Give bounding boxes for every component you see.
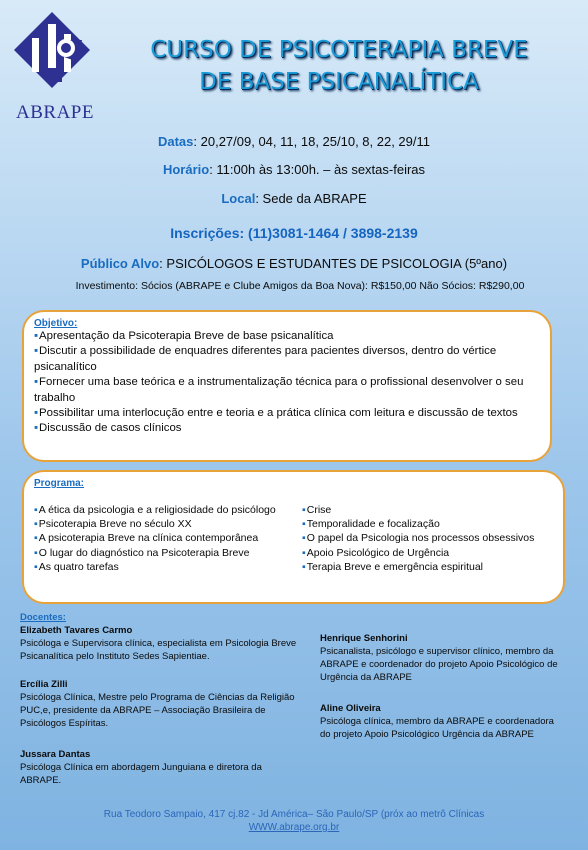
programa-box xyxy=(22,470,565,604)
programa-list-left xyxy=(34,503,282,574)
title-line-1: CURSO DE PSICOTERAPIA BREVE xyxy=(150,37,528,63)
list-item: ▪ Psicoterapia Breve no século XX xyxy=(34,517,282,531)
title-line-2: DE BASE PSICANALÍTICA xyxy=(199,69,479,95)
logo-text: ABRAPE xyxy=(16,102,94,123)
list-item: ▪ Apoio Psicológico de Urgência xyxy=(302,546,542,560)
horario-value: : 11:00h às 13:00h. – às sextas-feiras xyxy=(209,162,426,177)
list-item: ▪ Apresentação da Psicoterapia Breve de base psicanalítica xyxy=(34,329,542,344)
docente-entry xyxy=(20,748,300,787)
objetivo-list xyxy=(34,329,542,437)
docente-entry xyxy=(320,632,560,684)
programa-list-right xyxy=(302,503,542,574)
list-item: ▪ Fornecer uma base teórica e a instrumentalização técnica para o profissional desenvolver o seu trabalho xyxy=(34,375,542,406)
abrape-logo xyxy=(8,8,100,123)
local-value: : Sede da ABRAPE xyxy=(255,191,367,206)
investimento-line: Investimento: Sócios (ABRAPE e Clube Amigos da Boa Nova): R$150,00 Não Sócios: R$290,00 xyxy=(75,280,525,292)
horario-line xyxy=(0,162,588,177)
docente-name: Aline Oliveira xyxy=(320,703,381,714)
psi-logo-icon xyxy=(12,10,92,96)
docente-name: Elizabeth Tavares Carmo xyxy=(20,625,133,636)
footer-url-link[interactable]: WWW.abrape.org.br xyxy=(248,822,340,833)
list-item: ▪ Discussão de casos clínicos xyxy=(34,421,542,436)
docente-name: Henrique Senhorini xyxy=(320,633,408,644)
list-item: ▪ O lugar do diagnóstico na Psicoterapia Breve xyxy=(34,546,282,560)
list-item: ▪ Crise xyxy=(302,503,542,517)
programa-heading: Programa: xyxy=(34,478,85,489)
list-item: ▪ Terapia Breve e emergência espiritual xyxy=(302,560,542,574)
list-item: ▪ A ética da psicologia e a religiosidade do psicólogo xyxy=(34,503,282,517)
docente-desc: Psicanalista, psicólogo e supervisor clínico, membro da ABRAPE e coordenador do projeto Apoio Psicológico de Urgência da ABRAPE xyxy=(320,646,558,683)
docente-name: Jussara Dantas xyxy=(20,749,91,760)
footer-address: Rua Teodoro Sampaio, 417 cj.82 - Jd América– São Paulo/SP (próx ao metrô Clínicas xyxy=(103,809,485,820)
list-item: ▪ A psicoterapia Breve na clínica contemporânea xyxy=(34,531,282,545)
footer xyxy=(0,808,588,834)
list-item: ▪ Temporalidade e focalização xyxy=(302,517,542,531)
objetivo-box xyxy=(22,310,552,462)
docente-desc: Psicóloga clínica, membro da ABRAPE e coordenadora do projeto Apoio Psicológico Urgência da ABRAPE xyxy=(320,716,554,740)
list-item: ▪ As quatro tarefas xyxy=(34,560,282,574)
datas-line xyxy=(0,134,588,149)
publico-value: : PSICÓLOGOS E ESTUDANTES DE PSICOLOGIA (5ºano) xyxy=(159,256,508,271)
docente-entry xyxy=(320,702,560,741)
horario-label: Horário xyxy=(162,162,210,177)
list-item: ▪ Possibilitar uma interlocução entre e teoria e a prática clínica com leitura e discussão de textos xyxy=(34,406,542,421)
list-item: ▪ Discutir a possibilidade de enquadres diferentes para pacientes diversos, dentro do vértice psicanalítico xyxy=(34,344,542,375)
datas-label: Datas xyxy=(157,134,194,149)
inscricoes-line: Inscrições: (11)3081-1464 / 3898-2139 xyxy=(170,225,418,241)
docente-name: Ercília Zilli xyxy=(20,679,68,690)
docente-desc: Psicóloga e Supervisora clínica, especialista em Psicologia Breve Psicanalítica pelo Instituto Sedes Sapientiae. xyxy=(20,638,297,662)
docente-entry xyxy=(20,624,300,663)
docente-desc: Psicóloga Clínica, Mestre pelo Programa de Ciências da Religião PUC,e, presidente da ABRAPE – Associação Brasileira de Psicólogos Espíritas. xyxy=(20,692,295,729)
docente-desc: Psicóloga Clínica em abordagem Junguiana e diretora da ABRAPE. xyxy=(20,762,262,786)
list-item: ▪ O papel da Psicologia nos processos obsessivos xyxy=(302,531,542,545)
publico-label: Público Alvo xyxy=(80,256,160,271)
publico-line xyxy=(0,256,588,271)
local-label: Local xyxy=(221,191,256,206)
page-title xyxy=(100,34,578,98)
docentes-heading: Docentes: xyxy=(20,612,66,623)
objetivo-heading: Objetivo: xyxy=(34,318,78,329)
local-line xyxy=(0,191,588,206)
docente-entry xyxy=(20,678,300,730)
datas-value: : 20,27/09, 04, 11, 18, 25/10, 8, 22, 29/11 xyxy=(193,134,431,149)
